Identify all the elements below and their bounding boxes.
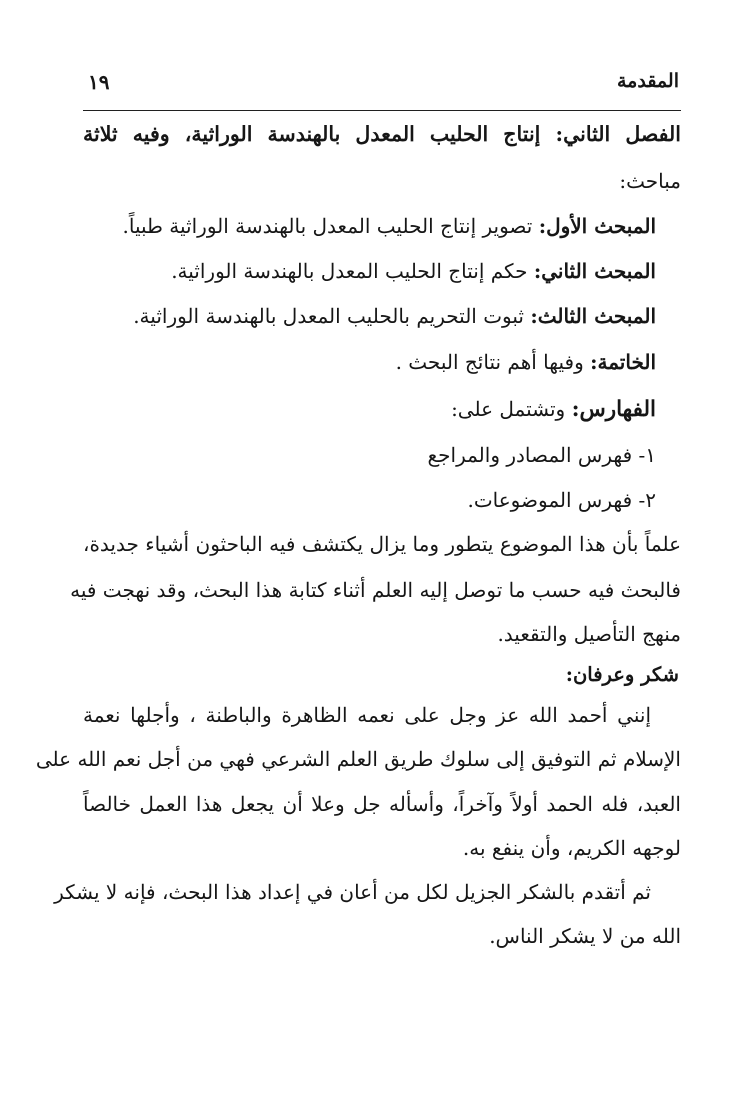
- section-three-line: [133, 302, 656, 330]
- thanks-paragraph-line-2: الإسلام ثم التوفيق إلى سلوك طريق العلم الشرعي فهي من أجل نعم الله على: [35, 747, 681, 771]
- indexes-line: [451, 395, 656, 424]
- running-header-title: المقدمة: [616, 70, 679, 92]
- section-one-line: [123, 212, 657, 240]
- thanks-paragraph-line-3: العبد، فله الحمد أولاً وآخراً، وأسأله جل وعلا أن يجعل هذا العمل خالصاً: [83, 792, 681, 816]
- section-two-label: المبحث الثاني:: [533, 259, 656, 283]
- conclusion-label: الخاتمة:: [590, 350, 656, 374]
- thanks-paragraph-line-5: ثم أتقدم بالشكر الجزيل لكل من أعان في إعداد هذا البحث، فإنه لا يشكر: [54, 880, 651, 904]
- indexes-text: وتشتمل على:: [451, 397, 566, 421]
- section-two-line: [171, 257, 656, 285]
- index-item-topics: ٢- فهرس الموضوعات.: [467, 488, 656, 512]
- section-two-text: حكم إنتاج الحليب المعدل بالهندسة الوراثية.: [171, 259, 528, 283]
- section-three-label: المبحث الثالث:: [530, 304, 656, 328]
- header-divider: [83, 110, 681, 111]
- conclusion-line: [396, 348, 656, 376]
- section-one-label: المبحث الأول:: [538, 214, 656, 238]
- section-one-text: تصوير إنتاج الحليب المعدل بالهندسة الوراثية طبياً.: [122, 214, 533, 238]
- indexes-label: الفهارس:: [571, 397, 656, 422]
- thanks-paragraph-line-4: لوجهه الكريم، وأن ينفع به.: [462, 836, 681, 860]
- thanks-heading: شكر وعرفان:: [565, 663, 679, 686]
- note-paragraph-line-2: فالبحث فيه حسب ما توصل إليه العلم أثناء كتابة هذا البحث، وقد نهجت فيه: [70, 578, 681, 602]
- conclusion-text: وفيها أهم نتائج البحث .: [395, 350, 584, 374]
- note-paragraph-line-3: منهج التأصيل والتقعيد.: [497, 622, 681, 646]
- thanks-paragraph-line-6: الله من لا يشكر الناس.: [489, 924, 681, 948]
- page-number: ١٩: [88, 70, 110, 94]
- note-paragraph-line-1: علماً بأن هذا الموضوع يتطور وما يزال يكتشف فيه الباحثون أشياء جديدة،: [83, 532, 681, 556]
- section-three-text: ثبوت التحريم بالحليب المعدل بالهندسة الوراثية.: [133, 304, 524, 328]
- thanks-paragraph-line-1: إنني أحمد الله عز وجل على نعمه الظاهرة والباطنة ، وأجلها نعمة: [83, 703, 651, 727]
- chapter-two-heading: الفصل الثاني: إنتاج الحليب المعدل بالهندسة الوراثية، وفيه ثلاثة: [83, 122, 681, 146]
- index-item-sources: ١- فهرس المصادر والمراجع: [427, 443, 656, 467]
- chapter-two-heading-continuation: مباحث:: [619, 169, 681, 193]
